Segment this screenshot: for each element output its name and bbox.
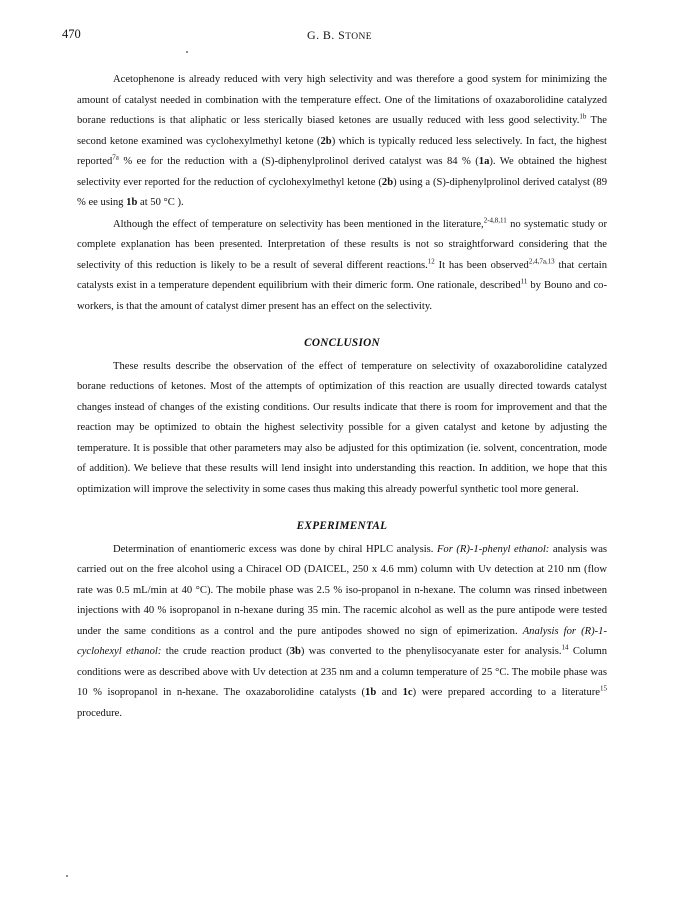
citation: 14 (561, 643, 569, 652)
paragraph-conclusion: These results describe the observation of the effect of temperature on selectivity of oxazaborolidine catalyzed borane reductions of ketones. Most of the attempts of optimization of this reaction are usually directed towards catalyst changes instead of changes of the existing conditions. Our results indicate that there is room for improvement and that the reaction may be optimized to obtain the highest selectivity possible for a given catalyst and ketone by adjusting the temperature. It is possible that other parameters may also be adjusted for this optimization (ie. solvent, concentration, mode of addition). We believe that these results will lend insight into understanding this reaction. In addition, we hope that this optimization will improve the selectivity in some cases thus making this already powerful synthetic tool more general. (77, 360, 607, 495)
author-initials: G. B. S (307, 28, 346, 42)
italic-subheading: For (R)-1-phenyl ethanol: (436, 543, 550, 555)
speck-mark (66, 875, 68, 877)
compound-label: 1b (365, 687, 377, 698)
section-heading-experimental: EXPERIMENTAL (296, 520, 388, 532)
citation: 11 (520, 277, 528, 286)
paragraph-results-2: Although the effect of temperature on selectivity has been mentioned in the literature,$^{2-4,8,11}$ no systematic study or complete explanation has been presented. Interpretation of these results is not so straightforward considering that the selectivity of this reduction is likely to be a result of several different reactions.$^{12}$ It has been observed$^{2,4,7a,13}$ that certain catalysts exist in a temperature dependent equilibrium with their dimeric form. One rationale, described$^{11}$ by Bouno and co-workers, is that the amount of catalyst dimer present has an effect on the selectivity. (77, 215, 607, 312)
compound-label: 2b (320, 135, 332, 147)
citation: 7a (112, 153, 119, 162)
compound-label: 2b (381, 176, 394, 188)
italic-subheading: Analysis for (R)-1-cyclohexyl ethanol: (77, 625, 607, 657)
section-heading-conclusion: CONCLUSION (304, 337, 380, 349)
page-number: 470 (62, 27, 81, 41)
compound-label: 1c (402, 687, 413, 698)
citation: 2-4,8,11 (483, 215, 507, 224)
paragraph-results-1: Acetophenone is already reduced with very high selectivity and was therefore a good system for minimizing the amount of catalyst needed in combination with the temperature effect. One of the limitations of oxazaborolidine catalyzed borane reductions is that aliphatic or less sterically biased ketones are usually reduced with less good selectivity.$^{1b}$ The second ketone examined was cyclohexylmethyl ketone (2b) which is typically reduced less selectively. In fact, the highest reported$^{7a}$ % ee for the reduction with a (S)-diphenylprolinol derived catalyst was 84 % (1a). We obtained the highest selectivity ever reported for the reduction of cyclohexylmethyl ketone (2b) using a (S)-diphenylprolinol derived catalyst (89 % ee using 1b at 50 °C ). (77, 74, 607, 208)
compound-label: 1a (478, 156, 490, 167)
citation: 15 (600, 684, 607, 693)
citation: 12 (427, 256, 435, 265)
body-text (77, 70, 607, 724)
compound-label: 1b (126, 197, 138, 208)
paragraph-experimental: Determination of enantiomeric excess was done by chiral HPLC analysis. For (R)-1-phenyl ethanol: analysis was carried out on the free alcohol using a Chiracel OD (DAICEL, 250 x 4.6 mm) column with Uv detection at 210 nm (flow rate was 0.5 mL/min at 40 °C). The mobile phase was 2.5 % iso-propanol in n-hexane. The column was rinsed inbetween injections with 40 % isopropanol in n-hexane during 35 min. The racemic alcohol as well as the pure antipode were tested under the same conditions as a control and the pure antipodes showed no sign of epimerization. Analysis for (R)-1-cyclohexyl ethanol: the crude reaction product (3b) was converted to the phenylisocyanate ester for analysis.$^{14}$ Column conditions were as described above with Uv detection at 235 nm and a column temperature of 25 °C. The mobile phase was 10 % isopropanol in n-hexane. The oxazaborolidine catalysts (1b and 1c) were prepared according to a literature$^{15}$ procedure. (77, 543, 608, 719)
running-header (0, 28, 679, 43)
speck-mark (186, 51, 188, 53)
citation: 2,4,7a,13 (528, 256, 555, 265)
citation: 1b (579, 112, 587, 121)
author-surname-rest: TONE (345, 32, 372, 42)
compound-label: 3b (289, 646, 301, 657)
